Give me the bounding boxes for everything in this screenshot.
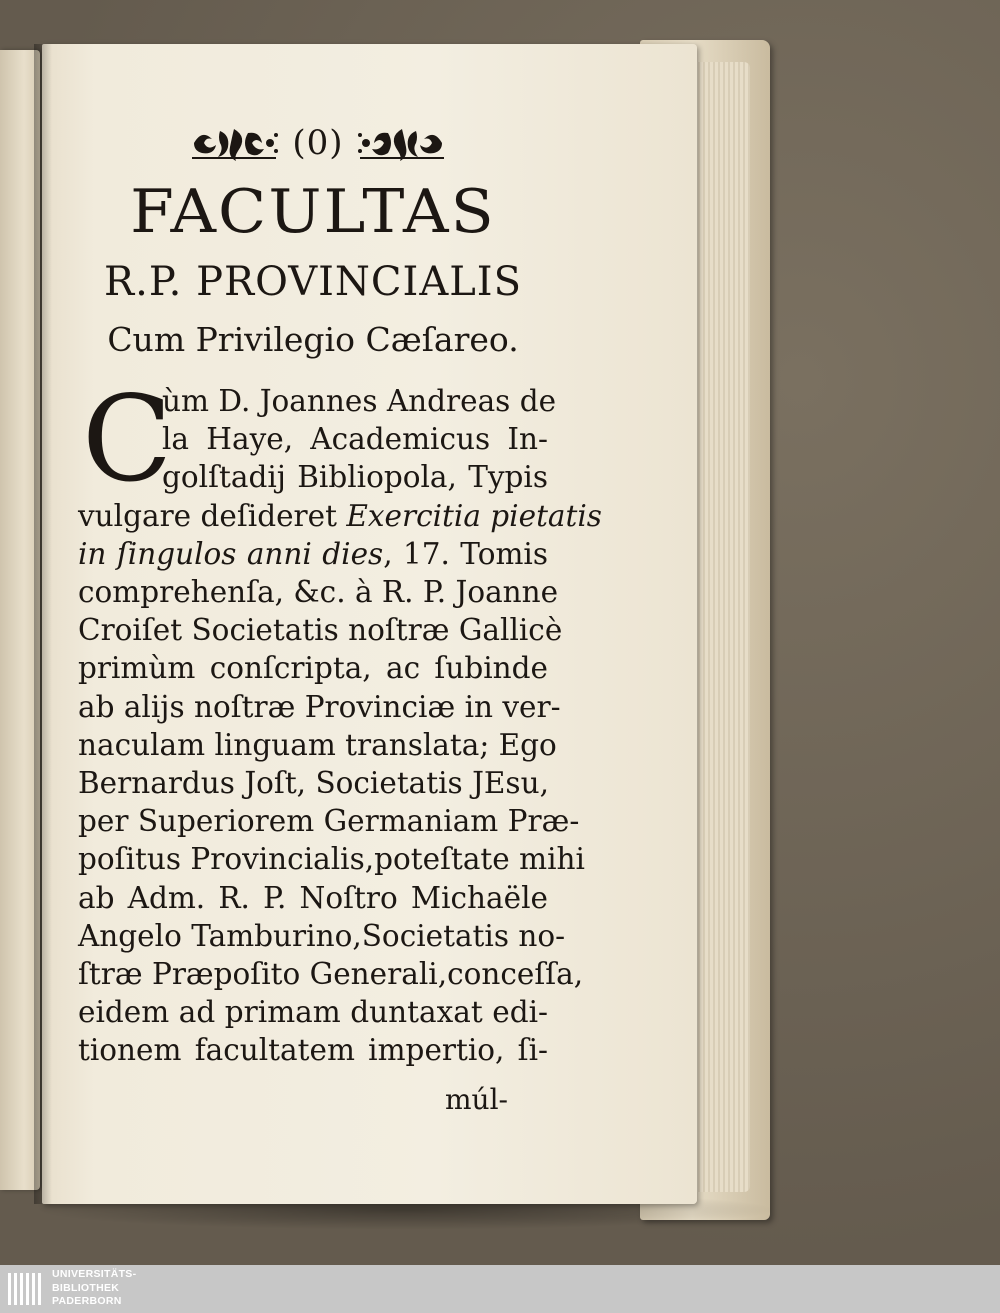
text-line: Angelo Tamburino,Societatis no-	[78, 918, 566, 953]
text-line: Bernardus Joſt, Societatis JEsu,	[78, 766, 549, 801]
text-line: tionem facultatem impertio, ſi-	[78, 1033, 548, 1068]
drop-cap: C	[82, 370, 173, 508]
text-line: eidem ad primam duntaxat edi-	[78, 995, 548, 1030]
library-logo-icon	[6, 1269, 46, 1309]
left-ornament-icon	[190, 123, 280, 163]
library-footer-bar	[0, 1265, 1000, 1313]
text-line: ab alijs noſtræ Provinciæ in ver-	[78, 689, 561, 724]
page-text-block	[78, 118, 602, 1120]
logo-line: UNIVERSITÄTS-	[52, 1268, 137, 1280]
title-provincialis: R.P. PROVINCIALIS	[104, 259, 522, 305]
text-line: golſtadij Bibliopola, Typis	[162, 460, 548, 495]
text-line: ùm D. Joannes Andreas de	[162, 384, 557, 418]
italic-title: Exercitia pietatis	[346, 498, 602, 533]
text-line: poſitus Provincialis,poteſtate mihi	[78, 842, 585, 877]
text-line: comprehenſa, &c. à R. P. Joanne	[78, 575, 559, 610]
text-line: per Superiorem Germaniam Præ-	[78, 804, 580, 839]
spine-shadow	[34, 44, 52, 1204]
body-text	[78, 370, 602, 1120]
text-line: Croiſet Societatis noſtræ Gallicè	[78, 613, 563, 648]
title-facultas: FACULTAS	[130, 177, 496, 247]
page-number: (0)	[292, 123, 344, 163]
text-line: ab Adm. R. P. Noſtro Michaële	[78, 880, 548, 915]
text-line: la Haye, Academicus In-	[162, 422, 548, 457]
text-span: vulgare deſideret	[78, 498, 347, 533]
italic-title: in ſingulos anni dies	[78, 536, 384, 571]
library-logo-text	[52, 1268, 136, 1309]
header-ornament-row	[88, 118, 548, 168]
logo-line: BIBLIOTHEK	[52, 1281, 120, 1294]
title-privilegio: Cum Privilegio Cæſareo.	[107, 320, 519, 359]
logo-line: PADERBORN	[52, 1295, 122, 1307]
text-line: primùm conſcripta, ac ſubinde	[78, 651, 548, 686]
text-line-mixed	[78, 535, 548, 573]
text-span: , 17. Tomis	[383, 536, 548, 571]
right-ornament-icon	[356, 123, 446, 163]
text-line: naculam linguam translata; Ego	[78, 727, 557, 762]
text-line: ſtræ Præpoſito Generali,conceſſa,	[78, 957, 584, 992]
catchword: múl-	[445, 1082, 508, 1116]
